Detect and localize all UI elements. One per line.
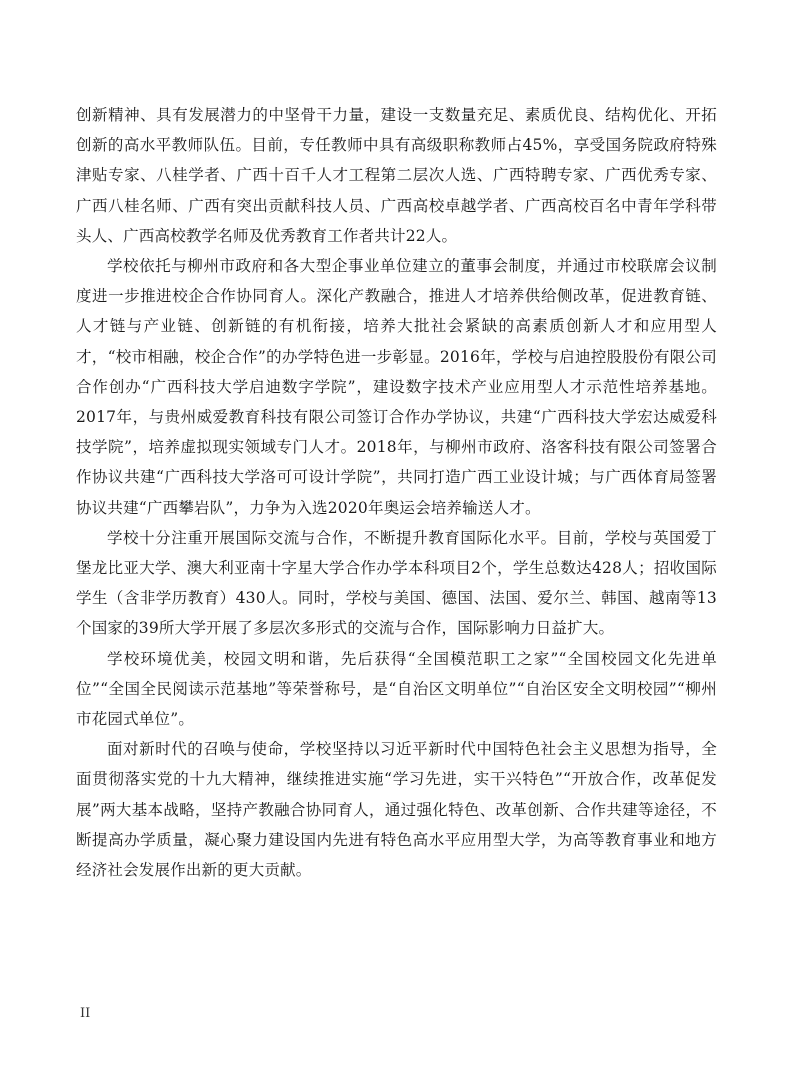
- body-text: [76, 100, 717, 885]
- page-number: II: [80, 1006, 91, 1021]
- paragraph-faculty-continued: 创新精神、具有发展潜力的中坚骨干力量，建设一支数量充足、素质优良、结构优化、开拓创新的高水平教师队伍。目前，专任教师中具有高级职称教师占45%，享受国务院政府特殊津贴专家、八桂学者、广西十百千人才工程第二层次人选、广西特聘专家、广西优秀专家、广西八桂名师、广西有突出贡献科技人员、广西高校卓越学者、广西高校百名中青年学科带头人、广西高校教学名师及优秀教育工作者共计22人。: [76, 106, 717, 245]
- paragraph-campus-environment: 学校环境优美，校园文明和谐，先后获得“全国模范职工之家”“全国校园文化先进单位”“全国全民阅读示范基地”等荣誉称号，是“自治区文明单位”“自治区安全文明校园”“柳州市花园式单位”。: [76, 649, 717, 729]
- paragraph-international-exchange: 学校十分注重开展国际交流与合作，不断提升教育国际化水平。目前，学校与英国爱丁堡龙比亚大学、澳大利亚南十字星大学合作办学本科项目2个，学生总数达428人；招收国际学生（含非学历教育）430人。同时，学校与美国、德国、法国、爱尔兰、韩国、越南等13个国家的39所大学开展了多层次多形式的交流与合作，国际影响力日益扩大。: [76, 528, 717, 638]
- paragraph-new-era-strategy: 面对新时代的召唤与使命，学校坚持以习近平新时代中国特色社会主义思想为指导，全面贯彻落实党的十九大精神，继续推进实施“学习先进，实干兴特色”“开放合作，改革促发展”两大基本战略，坚持产教融合协同育人，通过强化特色、改革创新、合作共建等途径，不断提高办学质量，凝心聚力建设国内先进有特色高水平应用型大学，为高等教育事业和地方经济社会发展作出新的更大贡献。: [76, 740, 717, 880]
- paragraph-school-enterprise-cooperation: 学校依托与柳州市政府和各大型企事业单位建立的董事会制度，并通过市校联席会议制度进一步推进校企合作协同育人。深化产教融合，推进人才培养供给侧改革，促进教育链、人才链与产业链、创新链的有机衔接，培养大批社会紧缺的高素质创新人才和应用型人才，“校市相融，校企合作”的办学特色进一步彰显。2016年，学校与启迪控股股份有限公司合作创办“广西科技大学启迪数字学院”，建设数字技术产业应用型人才示范性培养基地。2017年，与贵州威爱教育科技有限公司签订合作办学协议，共建“广西科技大学宏达威爱科技学院”，培养虚拟现实领域专门人才。2018年，与柳州市政府、洛客科技有限公司签署合作协议共建“广西科技大学洛可可设计学院”，共同打造广西工业设计城；与广西体育局签署协议共建“广西攀岩队”，力争为入选2020年奥运会培养输送人才。: [76, 257, 717, 517]
